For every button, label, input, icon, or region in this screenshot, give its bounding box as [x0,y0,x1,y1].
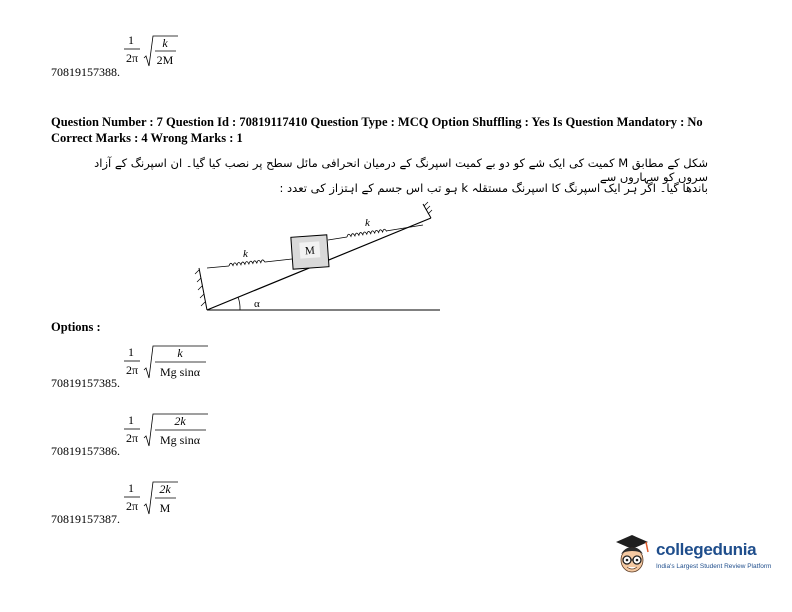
question-header [51,114,751,146]
inclined-plane-diagram [185,200,465,315]
radicand-bottom: M [159,501,171,515]
radicand-bottom: Mg sinα [160,365,200,379]
option-2-id: 70819157386. [51,444,120,458]
logo-tagline: India's Largest Student Review Platform [656,563,772,570]
formula-numerator: 1 [128,481,134,495]
logo-name: collegedunia [656,540,757,559]
angle-label: α [254,298,260,310]
radicand-bottom: Mg sinα [160,433,200,447]
radicand-bottom: 2M [156,53,174,67]
mass-label: M [304,244,316,258]
formula-numerator: 1 [128,413,134,427]
option-3-id: 70819157387. [51,512,120,526]
right-spring [328,217,423,240]
mass-block [291,235,329,269]
prev-option-id: 70819157388. [51,65,120,79]
formula-denominator: 2π [125,431,139,445]
formula-denominator: 2π [125,51,139,65]
question-header-line1: Question Number : 7 Question Id : 70819117410 Question Type : MCQ Option Shuffling : Yes Is Question Mandatory : No [51,115,703,129]
mascot-icon [612,532,654,580]
collegedunia-logo [612,532,782,582]
left-spring [207,248,292,268]
formula-denominator: 2π [125,363,139,377]
formula-numerator: 1 [128,33,134,47]
prev-option-formula [118,30,218,78]
formula-numerator: 1 [128,345,134,359]
options-label: Options : [51,320,101,334]
question-text-line2: باندھا گیا۔ اگر ہر ایک اسپرنگ کا اسپرنگ مستقلہ k ہو تب اس جسم کے اہتزاز کی تعدد : [279,181,708,195]
radicand-top: 2k [159,482,171,496]
option-1-formula [118,342,228,390]
option-1-id: 70819157385. [51,376,120,390]
radicand-top: 2k [174,414,186,428]
question-text-line1: شکل کے مطابق M کمیت کی ایک شے کو دو بے کمیت اسپرنگ کے درمیان انحرافی مائل سطح پر نصب کیا گیا۔ ان اسپرنگ کے آزاد سروں کو سہاروں سے [94,156,708,184]
option-2-formula [118,410,228,458]
spring-right-label: k [365,217,370,229]
formula-denominator: 2π [125,499,139,513]
radicand-top: k [162,36,168,50]
option-3-formula [118,478,218,526]
spring-left-label: k [243,248,248,260]
radicand-top: k [177,346,183,360]
question-header-line2: Correct Marks : 4 Wrong Marks : 1 [51,131,243,145]
